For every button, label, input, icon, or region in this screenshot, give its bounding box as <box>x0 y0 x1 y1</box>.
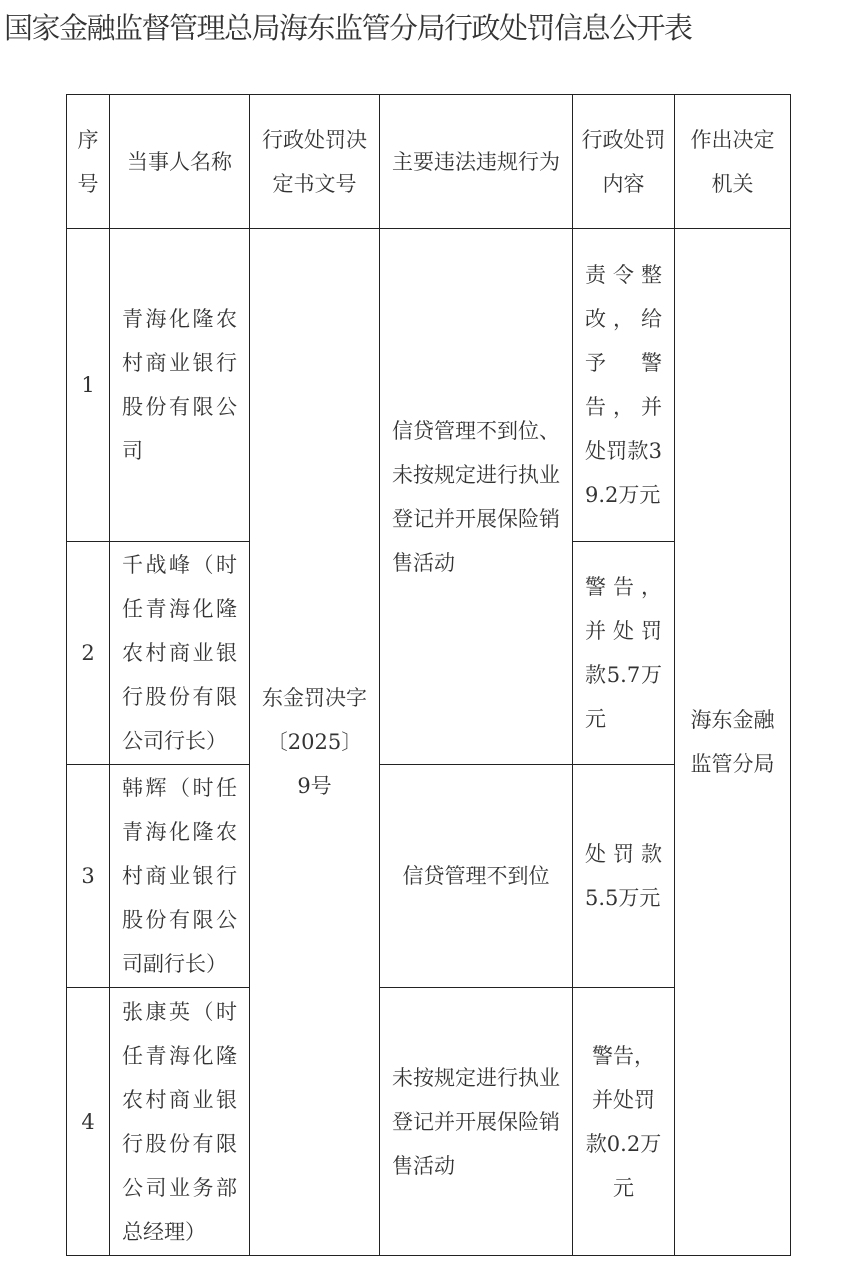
row-seq: 4 <box>67 988 110 1256</box>
row-party: 青海化隆农村商业银行股份有限公司 <box>110 229 250 542</box>
row-penalty: 警告，并处罚款0.2万元 <box>573 988 675 1256</box>
row-party: 张康英（时任青海化隆农村商业银行股份有限公司业务部总经理） <box>110 988 250 1256</box>
decision-number: 东金罚决字〔2025〕9号 <box>250 229 380 1256</box>
row-penalty: 警告，并处罚款5.7万元 <box>573 542 675 765</box>
violation-rows-1-2: 信贷管理不到位、未按规定进行执业登记并开展保险销售活动 <box>380 229 573 765</box>
decision-authority: 海东金融监管分局 <box>675 229 791 1256</box>
row-seq: 2 <box>67 542 110 765</box>
header-authority: 作出决定机关 <box>675 95 791 229</box>
page-title: 国家金融监督管理总局海东监管分局行政处罚信息公开表 <box>4 11 692 45</box>
row-penalty: 责令整改，给予警告，并处罚款39.2万元 <box>573 229 675 542</box>
table-header-row <box>67 95 791 229</box>
violation-row-3: 信贷管理不到位 <box>380 765 573 988</box>
row-penalty: 处罚款5.5万元 <box>573 765 675 988</box>
row-seq: 3 <box>67 765 110 988</box>
header-violation: 主要违法违规行为 <box>380 95 573 229</box>
header-seq: 序号 <box>67 95 110 229</box>
header-party: 当事人名称 <box>110 95 250 229</box>
violation-row-4: 未按规定进行执业登记并开展保险销售活动 <box>380 988 573 1256</box>
penalty-table <box>66 94 791 1256</box>
row-party: 韩辉（时任青海化隆农村商业银行股份有限公司副行长） <box>110 765 250 988</box>
header-decision-no: 行政处罚决定书文号 <box>250 95 380 229</box>
row-party: 千战峰（时任青海化隆农村商业银行股份有限公司行长） <box>110 542 250 765</box>
header-penalty: 行政处罚内容 <box>573 95 675 229</box>
row-seq: 1 <box>67 229 110 542</box>
table-row <box>67 229 791 542</box>
